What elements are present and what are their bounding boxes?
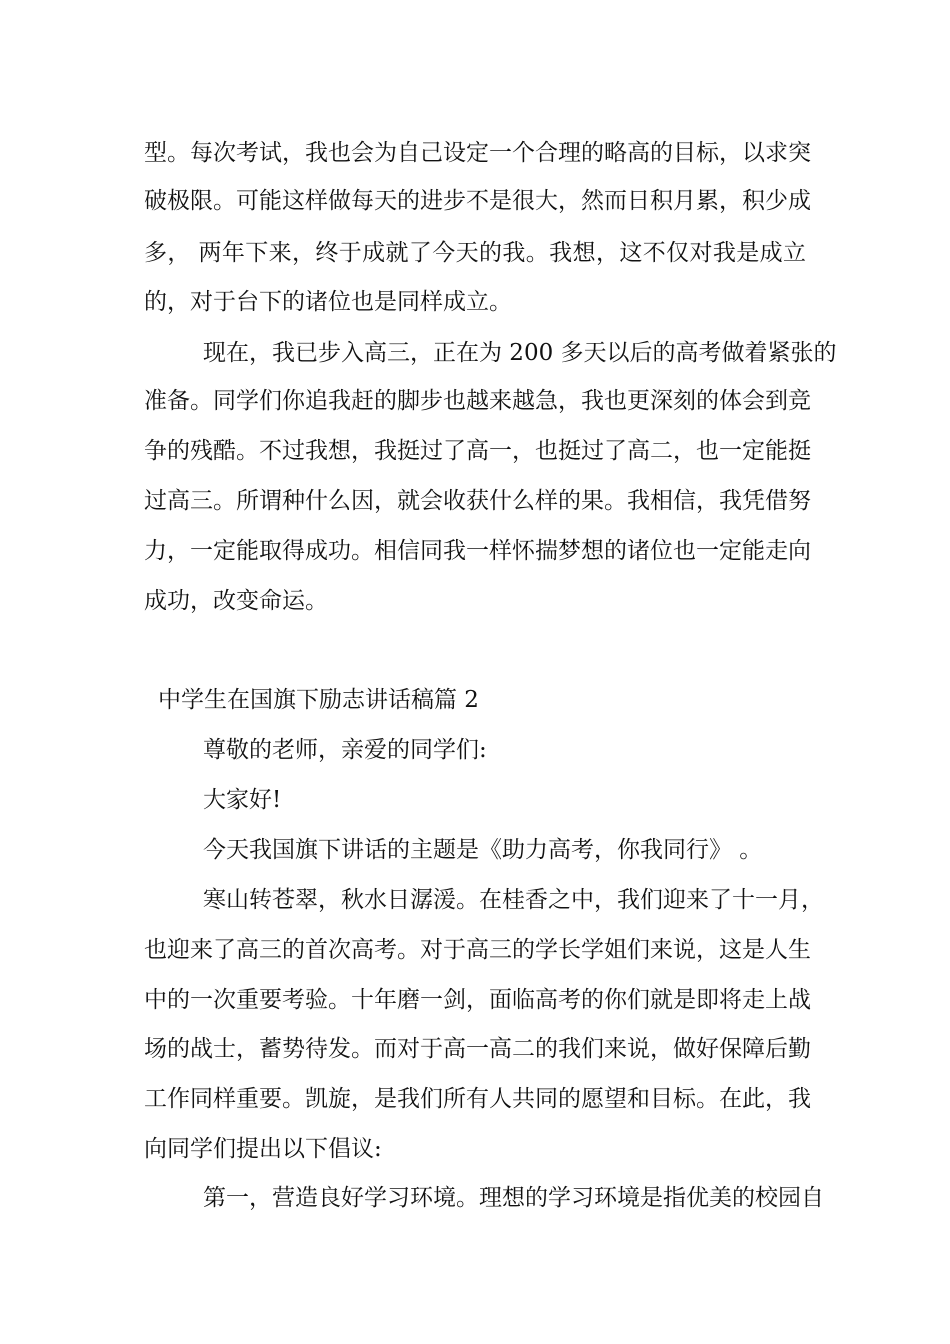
paragraph-4-line-1: 第一，营造良好学习环境。理想的学习环境是指优美的校园自 bbox=[203, 1185, 824, 1211]
paragraph-3-line-2: 也迎来了高三的首次高考。对于高三的学长学姐们来说，这是人生 bbox=[144, 937, 811, 963]
topic-line: 今天我国旗下讲话的主题是《助力高考，你我同行》 。 bbox=[203, 837, 763, 863]
paragraph-1-line-3: 多， 两年下来，终于成就了今天的我。我想，这不仅对我是成立 bbox=[144, 240, 806, 266]
paragraph-1-line-4: 的，对于台下的诸位也是同样成立。 bbox=[144, 289, 512, 315]
paragraph-2-line-5: 力，一定能取得成功。相信同我一样怀揣梦想的诸位也一定能走向 bbox=[144, 538, 811, 564]
paragraph-3-line-1: 寒山转苍翠，秋水日潺湲。在桂香之中，我们迎来了十一月， bbox=[203, 887, 824, 913]
paragraph-2-line-6: 成功，改变命运。 bbox=[144, 588, 328, 614]
greeting-line: 尊敬的老师，亲爱的同学们: bbox=[203, 737, 487, 763]
paragraph-2-line-4: 过高三。所谓种什么因，就会收获什么样的果。我相信，我凭借努 bbox=[144, 488, 811, 514]
section-heading: 中学生在国旗下励志讲话稿篇 2 bbox=[158, 687, 479, 713]
paragraph-3-line-3: 中的一次重要考验。十年磨一剑，面临高考的你们就是即将走上战 bbox=[144, 987, 811, 1013]
paragraph-3-line-4: 场的战士，蓄势待发。而对于高一高二的我们来说，做好保障后勤 bbox=[144, 1036, 811, 1062]
paragraph-2-line-3: 争的残酷。不过我想，我挺过了高一，也挺过了高二，也一定能挺 bbox=[144, 438, 811, 464]
paragraph-3-line-5: 工作同样重要。凯旋，是我们所有人共同的愿望和目标。在此，我 bbox=[144, 1086, 811, 1112]
paragraph-1-line-2: 破极限。可能这样做每天的进步不是很大，然而日积月累，积少成 bbox=[144, 188, 811, 214]
hello-line: 大家好! bbox=[203, 787, 282, 813]
paragraph-3-line-6: 向同学们提出以下倡议: bbox=[144, 1136, 382, 1162]
paragraph-2-line-2: 准备。同学们你追我赶的脚步也越来越急，我也更深刻的体会到竞 bbox=[144, 388, 811, 414]
paragraph-2-line-1: 现在，我已步入高三，正在为 200 多天以后的高考做着紧张的 bbox=[203, 340, 837, 366]
paragraph-1-line-1: 型。每次考试，我也会为自己设定一个合理的略高的目标，以求突 bbox=[144, 140, 811, 166]
